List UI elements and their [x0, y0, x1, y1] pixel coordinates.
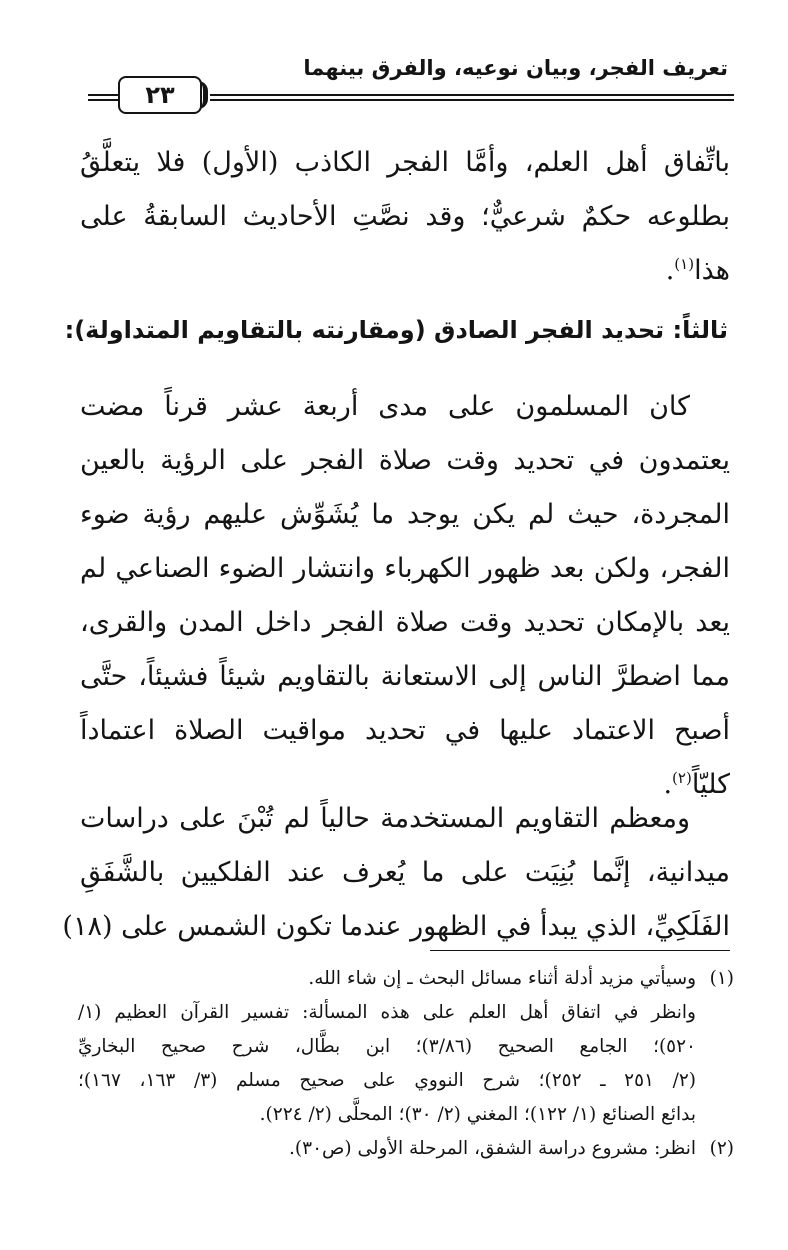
- footnote-line: انظر: مشروع دراسة الشفق، المرحلة الأولى (ص٣٠).: [289, 1138, 696, 1159]
- header-rule-right: [210, 94, 734, 96]
- footnotes: [78, 962, 734, 1166]
- text-line: أصبح الاعتماد عليها في تحديد مواقيت الصلاة اعتماداً: [80, 715, 730, 746]
- text-line: باتِّفاق أهل العلم، وأمَّا الفجر الكاذب (الأول) فلا يتعلَّقُ: [80, 147, 730, 178]
- footnote-line: وسيأتي مزيد أدلة أثناء مسائل البحث ـ إن شاء الله.: [308, 968, 696, 989]
- text-line: يعتمدون في تحديد وقت صلاة الفجر على الرؤية بالعين: [80, 445, 730, 476]
- paragraph-1: [80, 136, 730, 298]
- footnote-2: [78, 1132, 734, 1166]
- text-line: ومعظم التقاويم المستخدمة حالياً لم تُبْنَ على دراسات: [80, 803, 690, 834]
- page-number-text: ٢٣: [145, 81, 175, 109]
- text-fragment: .: [663, 769, 673, 800]
- text-line: كان المسلمون على مدى أربعة عشر قرناً مضت: [80, 391, 690, 422]
- text-fragment: .: [665, 255, 675, 286]
- footnote-line: بدائع الصنائع (١/ ١٢٢)؛ المغني (٢/ ٣٠)؛ المحلَّى (٢/ ٢٢٤).: [259, 1104, 696, 1125]
- footnote-line: وانظر في اتفاق أهل العلم على هذه المسألة: تفسير القرآن العظيم (١/: [78, 1002, 696, 1023]
- text-line: يعد بالإمكان تحديد وقت صلاة الفجر داخل المدن والقرى،: [80, 607, 730, 638]
- header-rule-left: [88, 94, 118, 96]
- text-line: مما اضطرَّ الناس إلى الاستعانة بالتقاويم شيئاً فشيئاً، حتَّى: [80, 661, 730, 692]
- text-line-last: [80, 244, 730, 298]
- footnote-number: (٢): [709, 1138, 734, 1159]
- footnote-separator: [430, 950, 730, 951]
- footnote-line: (٢/ ٢٥١ ـ ٢٥٢)؛ شرح النووي على صحيح مسلم (٣/ ١٦٣، ١٦٧)؛: [78, 1070, 696, 1091]
- footnote-number: (١): [709, 968, 734, 989]
- header-rule-left-2: [88, 99, 118, 101]
- header-rule-right-2: [210, 99, 734, 101]
- footnote-1: [78, 962, 734, 1132]
- text-line: الفجر، ولكن بعد ظهور الكهرباء وانتشار الضوء الصناعي لم: [80, 553, 730, 584]
- paragraph-3: [62, 792, 730, 954]
- text-line: الفَلَكِيِّ، الذي يبدأ في الظهور عندما تكون الشمس على (١٨): [62, 911, 730, 942]
- footnote-ref-2: (٢): [672, 769, 692, 787]
- running-title: تعريف الفجر، وبيان نوعيه، والفرق بينهما: [303, 56, 728, 80]
- text-fragment: كليّاً: [691, 769, 730, 800]
- text-fragment: هذا: [694, 255, 730, 286]
- text-line: ميدانية، إنَّما بُنِيَت على ما يُعرف عند الفلكيين بالشَّفَقِ: [80, 857, 730, 888]
- footnote-ref-1: (١): [674, 255, 695, 273]
- page-number: [118, 76, 202, 114]
- footnote-line: ٥٢٠)؛ الجامع الصحيح (٣/٨٦)؛ ابن بطَّال، شرح صحيح البخاريِّ: [78, 1036, 696, 1057]
- text-line: بطلوعه حكمٌ شرعيٌّ؛ وقد نصَّتِ الأحاديث السابقةُ على: [80, 201, 730, 232]
- heading-text: تحديد الفجر الصادق (ومقارنته بالتقاويم المتداولة):: [64, 316, 665, 344]
- section-heading: [65, 316, 728, 344]
- text-line: المجردة، حيث لم يكن يوجد ما يُشَوِّش عليهم رؤية ضوء: [80, 499, 730, 530]
- heading-label: ثالثاً:: [672, 316, 728, 344]
- paragraph-2: [80, 380, 730, 812]
